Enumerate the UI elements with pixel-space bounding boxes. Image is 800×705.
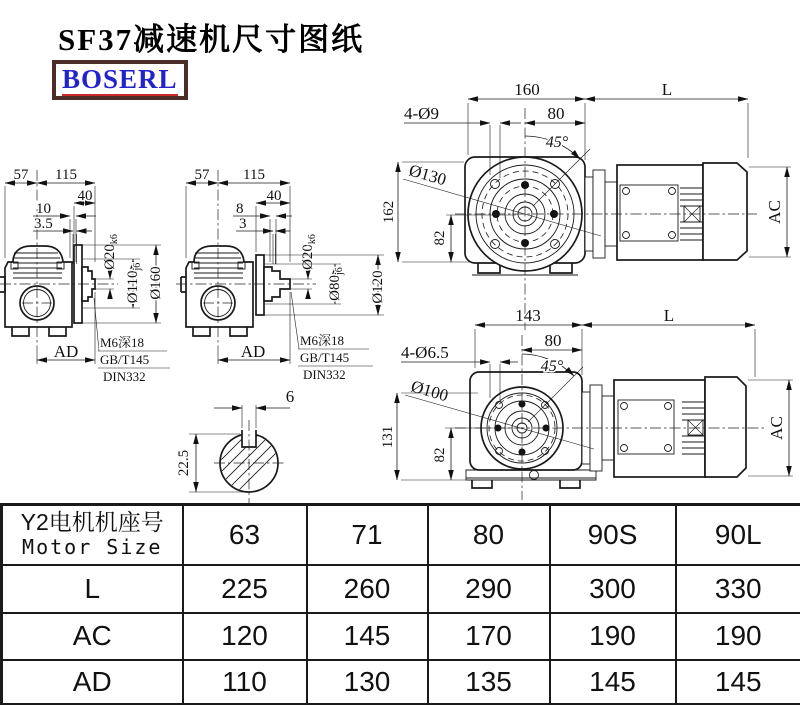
header-label-cell: [2, 505, 183, 565]
view-gearbox-side-2: [176, 167, 386, 382]
dim-angle: 45°: [545, 134, 569, 151]
column-header: 80: [428, 505, 550, 565]
dim-bolt-circle: Ø130: [406, 160, 449, 190]
flange-plate: [256, 255, 264, 315]
dim-3-5: 3.5: [34, 216, 53, 232]
view-assembly-bottom: [380, 306, 793, 500]
dim-pilot-dia: $Ø80_{j6}$: [327, 267, 345, 301]
row-label: AC: [2, 613, 183, 660]
dim-angle: 45°: [540, 358, 564, 375]
value-cell: 135: [428, 660, 550, 705]
page-title: SF37减速机尺寸图纸: [58, 22, 365, 57]
foot-left: [193, 327, 210, 336]
dim-holes: 4-Ø9: [404, 104, 439, 123]
value-cell: 225: [183, 565, 307, 613]
table-row: [2, 660, 800, 705]
dim-ac: AC: [767, 416, 786, 440]
dim-flange-dia: Ø120: [370, 270, 386, 304]
value-cell: 330: [676, 565, 800, 613]
dim-143: 143: [515, 306, 541, 325]
value-cell: 145: [676, 660, 800, 705]
dim-l: L: [663, 306, 675, 325]
dim-40: 40: [266, 188, 282, 204]
dim-3: 3: [239, 216, 247, 232]
view-assembly-top: [381, 80, 791, 330]
dim-115: 115: [243, 167, 265, 183]
fan-cover: [705, 377, 746, 477]
tap-note-3: DIN332: [103, 369, 146, 384]
column-header: 90L: [676, 505, 800, 565]
table-row: [2, 613, 800, 660]
dim-8: 8: [236, 201, 244, 217]
motor-size-table: [0, 503, 800, 705]
dim-ad: AD: [53, 342, 79, 361]
motor-body: [614, 380, 705, 477]
view-shaft-section: [133, 387, 309, 503]
value-cell: 290: [428, 565, 550, 613]
column-header: 71: [307, 505, 428, 565]
column-header: 90S: [550, 505, 676, 565]
dim-ac: AC: [765, 200, 784, 224]
input-stub: [0, 277, 5, 292]
dim-82: 82: [432, 447, 448, 463]
header-cn: Y2电机机座号: [20, 509, 164, 536]
dim-l: L: [661, 80, 673, 99]
dim-115: 115: [55, 167, 77, 183]
value-cell: 190: [676, 613, 800, 660]
dim-holes: 4-Ø6.5: [401, 343, 449, 362]
dim-82: 82: [432, 230, 448, 246]
dim-80: 80: [544, 331, 562, 350]
tap-note-2: GB/T145: [100, 352, 150, 367]
dim-bolt-circle: Ø100: [408, 376, 451, 406]
column-header: 63: [183, 505, 307, 565]
row-label: AD: [2, 660, 183, 705]
dim-pilot-dia: $Ø110_{j6}$: [125, 262, 143, 304]
dim-flange-dia: Ø160: [148, 266, 164, 300]
dim-162: 162: [381, 200, 397, 224]
value-cell: 190: [550, 613, 676, 660]
brand-logo-text: BOSERL: [62, 64, 178, 94]
dim-shaft-dia: $Ø20_{k6}$: [300, 234, 318, 270]
foot-right: [49, 327, 66, 336]
dim-22-5: 22.5: [176, 449, 192, 477]
dim-80: 80: [547, 104, 565, 123]
foot-left: [12, 327, 29, 336]
table-row: [2, 565, 800, 613]
value-cell: 260: [307, 565, 428, 613]
view-gearbox-side-1: [0, 167, 170, 384]
dim-key-width: 6: [285, 387, 295, 406]
dim-57: 57: [13, 167, 29, 183]
hatching: [133, 420, 309, 503]
dim-shaft-dia: $Ø20_{k6}$: [102, 234, 120, 270]
dim-57: 57: [194, 167, 210, 183]
row-label: L: [2, 565, 183, 613]
tap-note-2: GB/T145: [300, 350, 350, 365]
dim-40: 40: [77, 188, 93, 204]
fan-cover: [703, 163, 747, 260]
value-cell: 145: [550, 660, 676, 705]
header-en: Motor Size: [22, 535, 163, 560]
dim-ad: AD: [240, 342, 266, 361]
value-cell: 110: [183, 660, 307, 705]
tap-note-1: M6深18: [100, 335, 145, 350]
dim-10: 10: [36, 201, 51, 217]
value-cell: 300: [550, 565, 676, 613]
foot-right: [230, 327, 247, 336]
value-cell: 130: [307, 660, 428, 705]
tap-note-3: DIN332: [303, 367, 346, 382]
value-cell: 170: [428, 613, 550, 660]
tap-note-1: M6深18: [300, 333, 345, 348]
dim-160: 160: [514, 80, 540, 99]
value-cell: 145: [307, 613, 428, 660]
value-cell: 120: [183, 613, 307, 660]
table-header-row: [2, 505, 800, 565]
dim-131: 131: [380, 425, 396, 449]
